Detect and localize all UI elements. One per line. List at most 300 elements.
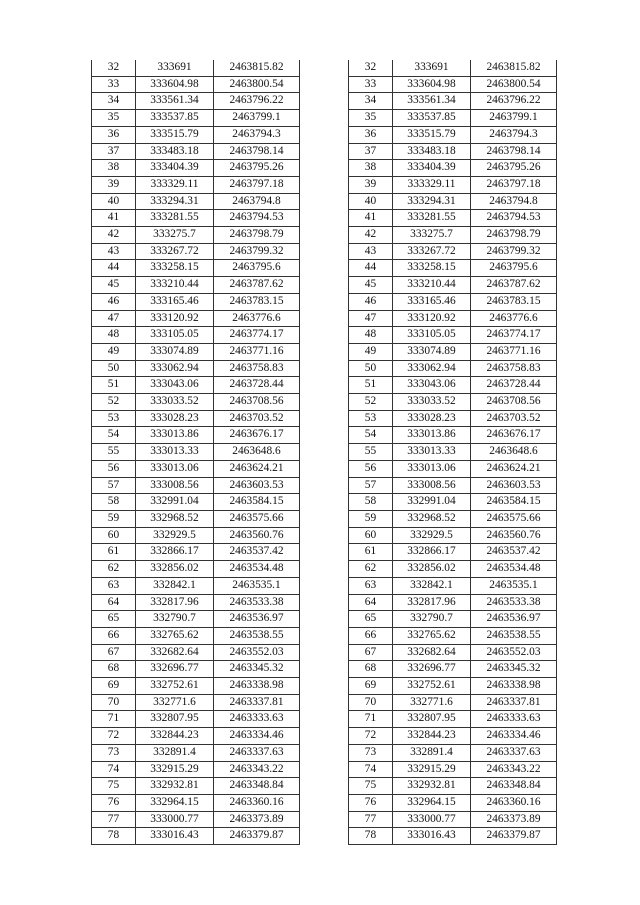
point-number-cell: 46 bbox=[349, 293, 393, 310]
y-coordinate-cell: 2463799.1 bbox=[214, 110, 300, 127]
table-row bbox=[92, 277, 300, 294]
x-coordinate-cell: 332915.29 bbox=[393, 761, 471, 778]
table-row bbox=[92, 310, 300, 327]
point-number-cell: 65 bbox=[349, 611, 393, 628]
point-number-cell: 70 bbox=[92, 694, 136, 711]
point-number-cell: 71 bbox=[92, 711, 136, 728]
table-row bbox=[349, 627, 557, 644]
table-row bbox=[92, 728, 300, 745]
point-number-cell: 47 bbox=[349, 310, 393, 327]
y-coordinate-cell: 2463373.89 bbox=[471, 811, 557, 828]
table-row bbox=[92, 828, 300, 845]
x-coordinate-cell: 333013.33 bbox=[393, 444, 471, 461]
y-coordinate-cell: 2463575.66 bbox=[471, 510, 557, 527]
point-number-cell: 41 bbox=[92, 210, 136, 227]
table-row bbox=[349, 427, 557, 444]
point-number-cell: 70 bbox=[349, 694, 393, 711]
x-coordinate-cell: 332752.61 bbox=[136, 678, 214, 695]
x-coordinate-cell: 333013.06 bbox=[136, 460, 214, 477]
y-coordinate-cell: 2463795.6 bbox=[471, 260, 557, 277]
x-coordinate-cell: 332915.29 bbox=[136, 761, 214, 778]
point-number-cell: 50 bbox=[349, 360, 393, 377]
point-number-cell: 56 bbox=[92, 460, 136, 477]
y-coordinate-cell: 2463337.81 bbox=[471, 694, 557, 711]
y-coordinate-cell: 2463584.15 bbox=[471, 494, 557, 511]
point-number-cell: 77 bbox=[92, 811, 136, 828]
point-number-cell: 66 bbox=[349, 627, 393, 644]
table-row bbox=[349, 644, 557, 661]
point-number-cell: 78 bbox=[349, 828, 393, 845]
table-row bbox=[92, 611, 300, 628]
x-coordinate-cell: 332771.6 bbox=[393, 694, 471, 711]
point-number-cell: 36 bbox=[349, 126, 393, 143]
table-row bbox=[92, 343, 300, 360]
table-row bbox=[349, 561, 557, 578]
y-coordinate-cell: 2463703.52 bbox=[214, 410, 300, 427]
x-coordinate-cell: 332932.81 bbox=[393, 778, 471, 795]
x-coordinate-cell: 333537.85 bbox=[136, 110, 214, 127]
point-number-cell: 69 bbox=[92, 678, 136, 695]
table-row bbox=[349, 176, 557, 193]
x-coordinate-cell: 332866.17 bbox=[136, 544, 214, 561]
x-coordinate-cell: 332964.15 bbox=[136, 794, 214, 811]
table-row bbox=[349, 460, 557, 477]
table-row bbox=[92, 143, 300, 160]
x-coordinate-cell: 333008.56 bbox=[393, 477, 471, 494]
table-row bbox=[349, 444, 557, 461]
point-number-cell: 69 bbox=[349, 678, 393, 695]
table-row bbox=[92, 794, 300, 811]
y-coordinate-cell: 2463603.53 bbox=[471, 477, 557, 494]
y-coordinate-cell: 2463799.1 bbox=[471, 110, 557, 127]
point-number-cell: 35 bbox=[92, 110, 136, 127]
table-row bbox=[349, 310, 557, 327]
point-number-cell: 60 bbox=[349, 527, 393, 544]
table-row bbox=[92, 427, 300, 444]
x-coordinate-cell: 333033.52 bbox=[393, 394, 471, 411]
point-number-cell: 55 bbox=[349, 444, 393, 461]
x-coordinate-cell: 333062.94 bbox=[393, 360, 471, 377]
y-coordinate-cell: 2463776.6 bbox=[214, 310, 300, 327]
point-number-cell: 46 bbox=[92, 293, 136, 310]
table-row bbox=[349, 828, 557, 845]
point-number-cell: 66 bbox=[92, 627, 136, 644]
table-row bbox=[349, 761, 557, 778]
table-row bbox=[349, 260, 557, 277]
table-row bbox=[349, 410, 557, 427]
point-number-cell: 35 bbox=[349, 110, 393, 127]
x-coordinate-cell: 333062.94 bbox=[136, 360, 214, 377]
x-coordinate-cell: 332765.62 bbox=[393, 627, 471, 644]
table-row bbox=[92, 76, 300, 93]
point-number-cell: 40 bbox=[92, 193, 136, 210]
y-coordinate-cell: 2463575.66 bbox=[214, 510, 300, 527]
table-row bbox=[349, 811, 557, 828]
y-coordinate-cell: 2463798.79 bbox=[471, 227, 557, 244]
y-coordinate-cell: 2463771.16 bbox=[471, 343, 557, 360]
point-number-cell: 33 bbox=[92, 76, 136, 93]
y-coordinate-cell: 2463337.81 bbox=[214, 694, 300, 711]
table-row bbox=[349, 243, 557, 260]
table-row bbox=[92, 577, 300, 594]
y-coordinate-cell: 2463343.22 bbox=[214, 761, 300, 778]
x-coordinate-cell: 333210.44 bbox=[136, 277, 214, 294]
x-coordinate-cell: 332856.02 bbox=[393, 561, 471, 578]
y-coordinate-cell: 2463537.42 bbox=[471, 544, 557, 561]
coordinate-table-body bbox=[92, 60, 300, 845]
table-row bbox=[92, 494, 300, 511]
x-coordinate-cell: 333329.11 bbox=[393, 176, 471, 193]
y-coordinate-cell: 2463552.03 bbox=[214, 644, 300, 661]
point-number-cell: 78 bbox=[92, 828, 136, 845]
point-number-cell: 72 bbox=[349, 728, 393, 745]
y-coordinate-cell: 2463648.6 bbox=[214, 444, 300, 461]
x-coordinate-cell: 333691 bbox=[393, 60, 471, 76]
x-coordinate-cell: 333074.89 bbox=[136, 343, 214, 360]
point-number-cell: 39 bbox=[349, 176, 393, 193]
x-coordinate-cell: 333281.55 bbox=[393, 210, 471, 227]
table-row bbox=[92, 694, 300, 711]
y-coordinate-cell: 2463815.82 bbox=[471, 60, 557, 76]
point-number-cell: 74 bbox=[349, 761, 393, 778]
x-coordinate-cell: 333329.11 bbox=[136, 176, 214, 193]
y-coordinate-cell: 2463796.22 bbox=[471, 93, 557, 110]
point-number-cell: 50 bbox=[92, 360, 136, 377]
y-coordinate-cell: 2463783.15 bbox=[214, 293, 300, 310]
y-coordinate-cell: 2463794.53 bbox=[471, 210, 557, 227]
point-number-cell: 67 bbox=[92, 644, 136, 661]
table-row bbox=[92, 544, 300, 561]
table-row bbox=[92, 377, 300, 394]
point-number-cell: 33 bbox=[349, 76, 393, 93]
coordinate-table-right bbox=[348, 60, 557, 845]
x-coordinate-cell: 332807.95 bbox=[136, 711, 214, 728]
y-coordinate-cell: 2463552.03 bbox=[471, 644, 557, 661]
x-coordinate-cell: 332696.77 bbox=[393, 661, 471, 678]
x-coordinate-cell: 332968.52 bbox=[393, 510, 471, 527]
table-row bbox=[92, 678, 300, 695]
y-coordinate-cell: 2463603.53 bbox=[214, 477, 300, 494]
point-number-cell: 75 bbox=[92, 778, 136, 795]
point-number-cell: 47 bbox=[92, 310, 136, 327]
table-row bbox=[92, 744, 300, 761]
y-coordinate-cell: 2463379.87 bbox=[214, 828, 300, 845]
point-number-cell: 45 bbox=[92, 277, 136, 294]
table-row bbox=[349, 277, 557, 294]
y-coordinate-cell: 2463560.76 bbox=[214, 527, 300, 544]
y-coordinate-cell: 2463345.32 bbox=[214, 661, 300, 678]
table-row bbox=[92, 210, 300, 227]
y-coordinate-cell: 2463787.62 bbox=[214, 277, 300, 294]
point-number-cell: 37 bbox=[92, 143, 136, 160]
table-row bbox=[92, 293, 300, 310]
table-row bbox=[349, 678, 557, 695]
x-coordinate-cell: 332991.04 bbox=[136, 494, 214, 511]
point-number-cell: 48 bbox=[349, 327, 393, 344]
point-number-cell: 38 bbox=[92, 160, 136, 177]
y-coordinate-cell: 2463538.55 bbox=[471, 627, 557, 644]
point-number-cell: 68 bbox=[349, 661, 393, 678]
point-number-cell: 53 bbox=[92, 410, 136, 427]
point-number-cell: 62 bbox=[349, 561, 393, 578]
y-coordinate-cell: 2463794.3 bbox=[471, 126, 557, 143]
point-number-cell: 71 bbox=[349, 711, 393, 728]
point-number-cell: 57 bbox=[349, 477, 393, 494]
table-row bbox=[349, 343, 557, 360]
y-coordinate-cell: 2463534.48 bbox=[214, 561, 300, 578]
x-coordinate-cell: 332844.23 bbox=[393, 728, 471, 745]
table-row bbox=[92, 394, 300, 411]
point-number-cell: 42 bbox=[92, 227, 136, 244]
table-row bbox=[92, 60, 300, 76]
x-coordinate-cell: 333028.23 bbox=[393, 410, 471, 427]
point-number-cell: 36 bbox=[92, 126, 136, 143]
table-row bbox=[349, 711, 557, 728]
x-coordinate-cell: 332866.17 bbox=[393, 544, 471, 561]
x-coordinate-cell: 333515.79 bbox=[393, 126, 471, 143]
x-coordinate-cell: 333483.18 bbox=[136, 143, 214, 160]
point-number-cell: 62 bbox=[92, 561, 136, 578]
point-number-cell: 43 bbox=[349, 243, 393, 260]
y-coordinate-cell: 2463797.18 bbox=[471, 176, 557, 193]
point-number-cell: 37 bbox=[349, 143, 393, 160]
point-number-cell: 61 bbox=[349, 544, 393, 561]
y-coordinate-cell: 2463533.38 bbox=[471, 594, 557, 611]
x-coordinate-cell: 333561.34 bbox=[393, 93, 471, 110]
y-coordinate-cell: 2463771.16 bbox=[214, 343, 300, 360]
x-coordinate-cell: 332696.77 bbox=[136, 661, 214, 678]
y-coordinate-cell: 2463360.16 bbox=[471, 794, 557, 811]
table-row bbox=[92, 243, 300, 260]
x-coordinate-cell: 333043.06 bbox=[393, 377, 471, 394]
point-number-cell: 42 bbox=[349, 227, 393, 244]
table-row bbox=[349, 327, 557, 344]
y-coordinate-cell: 2463798.14 bbox=[471, 143, 557, 160]
x-coordinate-cell: 332844.23 bbox=[136, 728, 214, 745]
point-number-cell: 64 bbox=[92, 594, 136, 611]
table-row bbox=[349, 76, 557, 93]
point-number-cell: 49 bbox=[349, 343, 393, 360]
point-number-cell: 74 bbox=[92, 761, 136, 778]
point-number-cell: 57 bbox=[92, 477, 136, 494]
y-coordinate-cell: 2463676.17 bbox=[214, 427, 300, 444]
x-coordinate-cell: 332790.7 bbox=[393, 611, 471, 628]
y-coordinate-cell: 2463334.46 bbox=[214, 728, 300, 745]
y-coordinate-cell: 2463799.32 bbox=[471, 243, 557, 260]
point-number-cell: 64 bbox=[349, 594, 393, 611]
x-coordinate-cell: 333013.06 bbox=[393, 460, 471, 477]
point-number-cell: 68 bbox=[92, 661, 136, 678]
y-coordinate-cell: 2463537.42 bbox=[214, 544, 300, 561]
x-coordinate-cell: 333604.98 bbox=[393, 76, 471, 93]
point-number-cell: 67 bbox=[349, 644, 393, 661]
x-coordinate-cell: 333105.05 bbox=[136, 327, 214, 344]
point-number-cell: 44 bbox=[349, 260, 393, 277]
point-number-cell: 39 bbox=[92, 176, 136, 193]
table-row bbox=[349, 794, 557, 811]
x-coordinate-cell: 332765.62 bbox=[136, 627, 214, 644]
x-coordinate-cell: 333515.79 bbox=[136, 126, 214, 143]
y-coordinate-cell: 2463334.46 bbox=[471, 728, 557, 745]
table-row bbox=[92, 360, 300, 377]
point-number-cell: 59 bbox=[92, 510, 136, 527]
table-row bbox=[92, 93, 300, 110]
table-row bbox=[349, 160, 557, 177]
table-row bbox=[92, 661, 300, 678]
y-coordinate-cell: 2463360.16 bbox=[214, 794, 300, 811]
table-row bbox=[92, 627, 300, 644]
y-coordinate-cell: 2463794.8 bbox=[471, 193, 557, 210]
table-row bbox=[349, 227, 557, 244]
coordinate-table-left bbox=[91, 60, 300, 845]
point-number-cell: 72 bbox=[92, 728, 136, 745]
x-coordinate-cell: 333404.39 bbox=[393, 160, 471, 177]
table-row bbox=[349, 611, 557, 628]
table-row bbox=[349, 477, 557, 494]
point-number-cell: 49 bbox=[92, 343, 136, 360]
x-coordinate-cell: 332968.52 bbox=[136, 510, 214, 527]
y-coordinate-cell: 2463533.38 bbox=[214, 594, 300, 611]
table-row bbox=[92, 594, 300, 611]
x-coordinate-cell: 333275.7 bbox=[136, 227, 214, 244]
table-row bbox=[92, 561, 300, 578]
y-coordinate-cell: 2463795.26 bbox=[214, 160, 300, 177]
x-coordinate-cell: 333275.7 bbox=[393, 227, 471, 244]
y-coordinate-cell: 2463798.79 bbox=[214, 227, 300, 244]
x-coordinate-cell: 332929.5 bbox=[136, 527, 214, 544]
point-number-cell: 44 bbox=[92, 260, 136, 277]
x-coordinate-cell: 333028.23 bbox=[136, 410, 214, 427]
y-coordinate-cell: 2463758.83 bbox=[471, 360, 557, 377]
x-coordinate-cell: 333210.44 bbox=[393, 277, 471, 294]
x-coordinate-cell: 333000.77 bbox=[393, 811, 471, 828]
x-coordinate-cell: 333043.06 bbox=[136, 377, 214, 394]
table-row bbox=[92, 176, 300, 193]
point-number-cell: 73 bbox=[92, 744, 136, 761]
x-coordinate-cell: 333033.52 bbox=[136, 394, 214, 411]
point-number-cell: 75 bbox=[349, 778, 393, 795]
x-coordinate-cell: 332932.81 bbox=[136, 778, 214, 795]
table-row bbox=[349, 377, 557, 394]
point-number-cell: 52 bbox=[349, 394, 393, 411]
y-coordinate-cell: 2463708.56 bbox=[471, 394, 557, 411]
y-coordinate-cell: 2463337.63 bbox=[214, 744, 300, 761]
y-coordinate-cell: 2463536.97 bbox=[214, 611, 300, 628]
y-coordinate-cell: 2463538.55 bbox=[214, 627, 300, 644]
y-coordinate-cell: 2463728.44 bbox=[214, 377, 300, 394]
y-coordinate-cell: 2463787.62 bbox=[471, 277, 557, 294]
point-number-cell: 40 bbox=[349, 193, 393, 210]
table-row bbox=[349, 210, 557, 227]
table-row bbox=[349, 594, 557, 611]
table-row bbox=[349, 110, 557, 127]
y-coordinate-cell: 2463338.98 bbox=[214, 678, 300, 695]
x-coordinate-cell: 333267.72 bbox=[393, 243, 471, 260]
y-coordinate-cell: 2463676.17 bbox=[471, 427, 557, 444]
table-row bbox=[349, 293, 557, 310]
y-coordinate-cell: 2463373.89 bbox=[214, 811, 300, 828]
table-row bbox=[92, 160, 300, 177]
point-number-cell: 51 bbox=[349, 377, 393, 394]
y-coordinate-cell: 2463345.32 bbox=[471, 661, 557, 678]
x-coordinate-cell: 333483.18 bbox=[393, 143, 471, 160]
x-coordinate-cell: 333074.89 bbox=[393, 343, 471, 360]
point-number-cell: 32 bbox=[92, 60, 136, 76]
point-number-cell: 73 bbox=[349, 744, 393, 761]
table-row bbox=[349, 360, 557, 377]
table-row bbox=[92, 510, 300, 527]
x-coordinate-cell: 332807.95 bbox=[393, 711, 471, 728]
y-coordinate-cell: 2463348.84 bbox=[471, 778, 557, 795]
point-number-cell: 43 bbox=[92, 243, 136, 260]
x-coordinate-cell: 333691 bbox=[136, 60, 214, 76]
table-row bbox=[349, 744, 557, 761]
x-coordinate-cell: 332842.1 bbox=[136, 577, 214, 594]
y-coordinate-cell: 2463815.82 bbox=[214, 60, 300, 76]
table-row bbox=[92, 811, 300, 828]
x-coordinate-cell: 333120.92 bbox=[393, 310, 471, 327]
y-coordinate-cell: 2463348.84 bbox=[214, 778, 300, 795]
x-coordinate-cell: 333016.43 bbox=[136, 828, 214, 845]
point-number-cell: 34 bbox=[349, 93, 393, 110]
x-coordinate-cell: 332682.64 bbox=[136, 644, 214, 661]
table-row bbox=[349, 394, 557, 411]
table-row bbox=[349, 778, 557, 795]
point-number-cell: 54 bbox=[92, 427, 136, 444]
point-number-cell: 38 bbox=[349, 160, 393, 177]
table-row bbox=[349, 694, 557, 711]
point-number-cell: 52 bbox=[92, 394, 136, 411]
y-coordinate-cell: 2463758.83 bbox=[214, 360, 300, 377]
point-number-cell: 63 bbox=[92, 577, 136, 594]
table-row bbox=[92, 527, 300, 544]
x-coordinate-cell: 333604.98 bbox=[136, 76, 214, 93]
table-row bbox=[349, 143, 557, 160]
point-number-cell: 34 bbox=[92, 93, 136, 110]
y-coordinate-cell: 2463783.15 bbox=[471, 293, 557, 310]
y-coordinate-cell: 2463648.6 bbox=[471, 444, 557, 461]
table-row bbox=[92, 126, 300, 143]
x-coordinate-cell: 333008.56 bbox=[136, 477, 214, 494]
table-row bbox=[349, 544, 557, 561]
x-coordinate-cell: 332856.02 bbox=[136, 561, 214, 578]
table-row bbox=[349, 93, 557, 110]
table-row bbox=[92, 327, 300, 344]
y-coordinate-cell: 2463536.97 bbox=[471, 611, 557, 628]
y-coordinate-cell: 2463795.26 bbox=[471, 160, 557, 177]
point-number-cell: 41 bbox=[349, 210, 393, 227]
x-coordinate-cell: 333537.85 bbox=[393, 110, 471, 127]
y-coordinate-cell: 2463728.44 bbox=[471, 377, 557, 394]
x-coordinate-cell: 332771.6 bbox=[136, 694, 214, 711]
x-coordinate-cell: 332891.4 bbox=[393, 744, 471, 761]
table-row bbox=[92, 460, 300, 477]
table-row bbox=[349, 494, 557, 511]
x-coordinate-cell: 333165.46 bbox=[393, 293, 471, 310]
point-number-cell: 32 bbox=[349, 60, 393, 76]
y-coordinate-cell: 2463774.17 bbox=[214, 327, 300, 344]
y-coordinate-cell: 2463708.56 bbox=[214, 394, 300, 411]
x-coordinate-cell: 333165.46 bbox=[136, 293, 214, 310]
x-coordinate-cell: 333294.31 bbox=[136, 193, 214, 210]
point-number-cell: 76 bbox=[92, 794, 136, 811]
point-number-cell: 56 bbox=[349, 460, 393, 477]
table-row bbox=[349, 193, 557, 210]
table-row bbox=[92, 477, 300, 494]
x-coordinate-cell: 332929.5 bbox=[393, 527, 471, 544]
y-coordinate-cell: 2463703.52 bbox=[471, 410, 557, 427]
x-coordinate-cell: 333281.55 bbox=[136, 210, 214, 227]
